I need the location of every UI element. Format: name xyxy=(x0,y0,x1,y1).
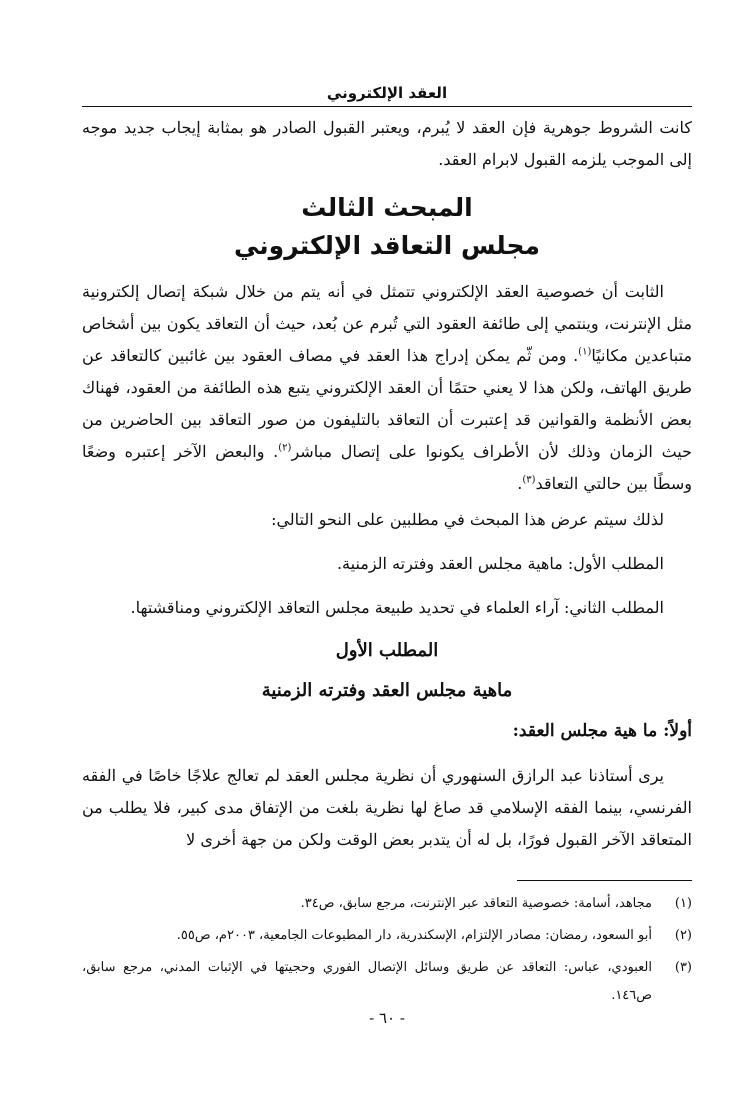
page-number: - ٦٠ - xyxy=(369,1009,405,1027)
header-rule xyxy=(82,106,692,107)
plan-intro: لذلك سيتم عرض هذا المبحث في مطلبين على النحو التالي: xyxy=(271,510,664,529)
plan-item-2: المطلب الثاني: آراء العلماء في تحديد طبيعة مجلس التعاقد الإلكتروني ومناقشتها. xyxy=(130,598,664,617)
running-head: العقد الإلكتروني xyxy=(326,84,448,102)
footnote-text: مجاهد، أسامة: خصوصية التعاقد عبر الإنترنت، مرجع سابق، ص٣٤. xyxy=(300,896,652,911)
plan-item-1: المطلب الأول: ماهية مجلس العقد وفترته الزمنية. xyxy=(336,554,664,573)
footnote-number: (١) xyxy=(674,896,692,911)
footnote-number: (٣) xyxy=(674,960,692,975)
point-heading: أولاً: ما هية مجلس العقد: xyxy=(512,721,692,741)
footnote-text: العبودي، عباس: التعاقد عن طريق وسائل الإتصال الفوري وحجيتها في الإثبات المدني، مرجع سابق، ص١٤٦. xyxy=(82,960,652,1003)
body-paragraph: يرى أستاذنا عبد الرازق السنهوري أن نظرية مجلس العقد لم تعالج علاجًا خاصًا في الفقه الفرنسي، بينما الفقه الإسلامي قد صاغ لها نظرية بلغت من الإتفاق مدى كبير، فلا يطلب من المتعاقد الآخر القبول فورًا، بل له أن يتدبر بعض الوقت ولكن من جهة أخرى لا xyxy=(82,766,693,849)
document-page xyxy=(82,82,692,1082)
intro-text-d: . xyxy=(517,474,523,493)
subsection-subtitle: ماهية مجلس العقد وفترته الزمنية xyxy=(261,680,513,701)
intro-paragraph xyxy=(82,276,692,500)
footnote-2 xyxy=(82,922,692,950)
footnote-ref-3[interactable]: (٣) xyxy=(522,474,536,486)
intro-text-c: . والبعض الآخر إعتبره وضعًا وسطًا بين حالتي التعاقد xyxy=(82,442,692,493)
carryover-paragraph: كانت الشروط جوهرية فإن العقد لا يُبرم، ويعتبر القبول الصادر هو بمثابة إيجاب جديد موجه إلى الموجب يلزمه القبول لابرام العقد. xyxy=(82,118,692,169)
footnote-rule xyxy=(517,880,692,881)
footnote-1 xyxy=(82,890,692,918)
intro-text-b: . ومن ثّم يمكن إدراج هذا العقد في مصاف العقود بين غائبين كالتعاقد عن طريق الهاتف، ولكن هذا لا يعني حتمًا أن العقد الإلكتروني يتبع هذه الطائفة من العقود، فهناك بعض الأنظمة والقوانين قد إعتبرت أن التعاقد بالتليفون من صور التعاقد بين الحاضرين من حيث الزمان وذلك لأن الأطراف يكونوا على إتصال مباشر xyxy=(82,346,692,461)
footnote-ref-1[interactable]: (١) xyxy=(578,346,592,358)
section-subtitle: مجلس التعاقد الإلكتروني xyxy=(233,231,540,260)
intro-text-a: الثابت أن خصوصية العقد الإلكتروني تتمثل في أنه يتم من خلال شبكة إتصال إلكترونية مثل الإنترنت، وينتمي إلى طائفة العقود التي تُبرم عن بُعد، حيث أن التعاقد يكون بين أشخاص متباعدين مكانيًا xyxy=(82,282,692,365)
footnote-number: (٢) xyxy=(674,928,692,943)
section-title: المبحث الثالث xyxy=(301,193,473,222)
footnote-3 xyxy=(82,954,692,1010)
footnote-text: أبو السعود، رمضان: مصادر الإلتزام، الإسكندرية، دار المطبوعات الجامعية، ٢٠٠٣م، ص٥٥. xyxy=(176,928,652,943)
footnote-ref-2[interactable]: (٢) xyxy=(278,442,292,454)
subsection-title: المطلب الأول xyxy=(335,640,439,661)
